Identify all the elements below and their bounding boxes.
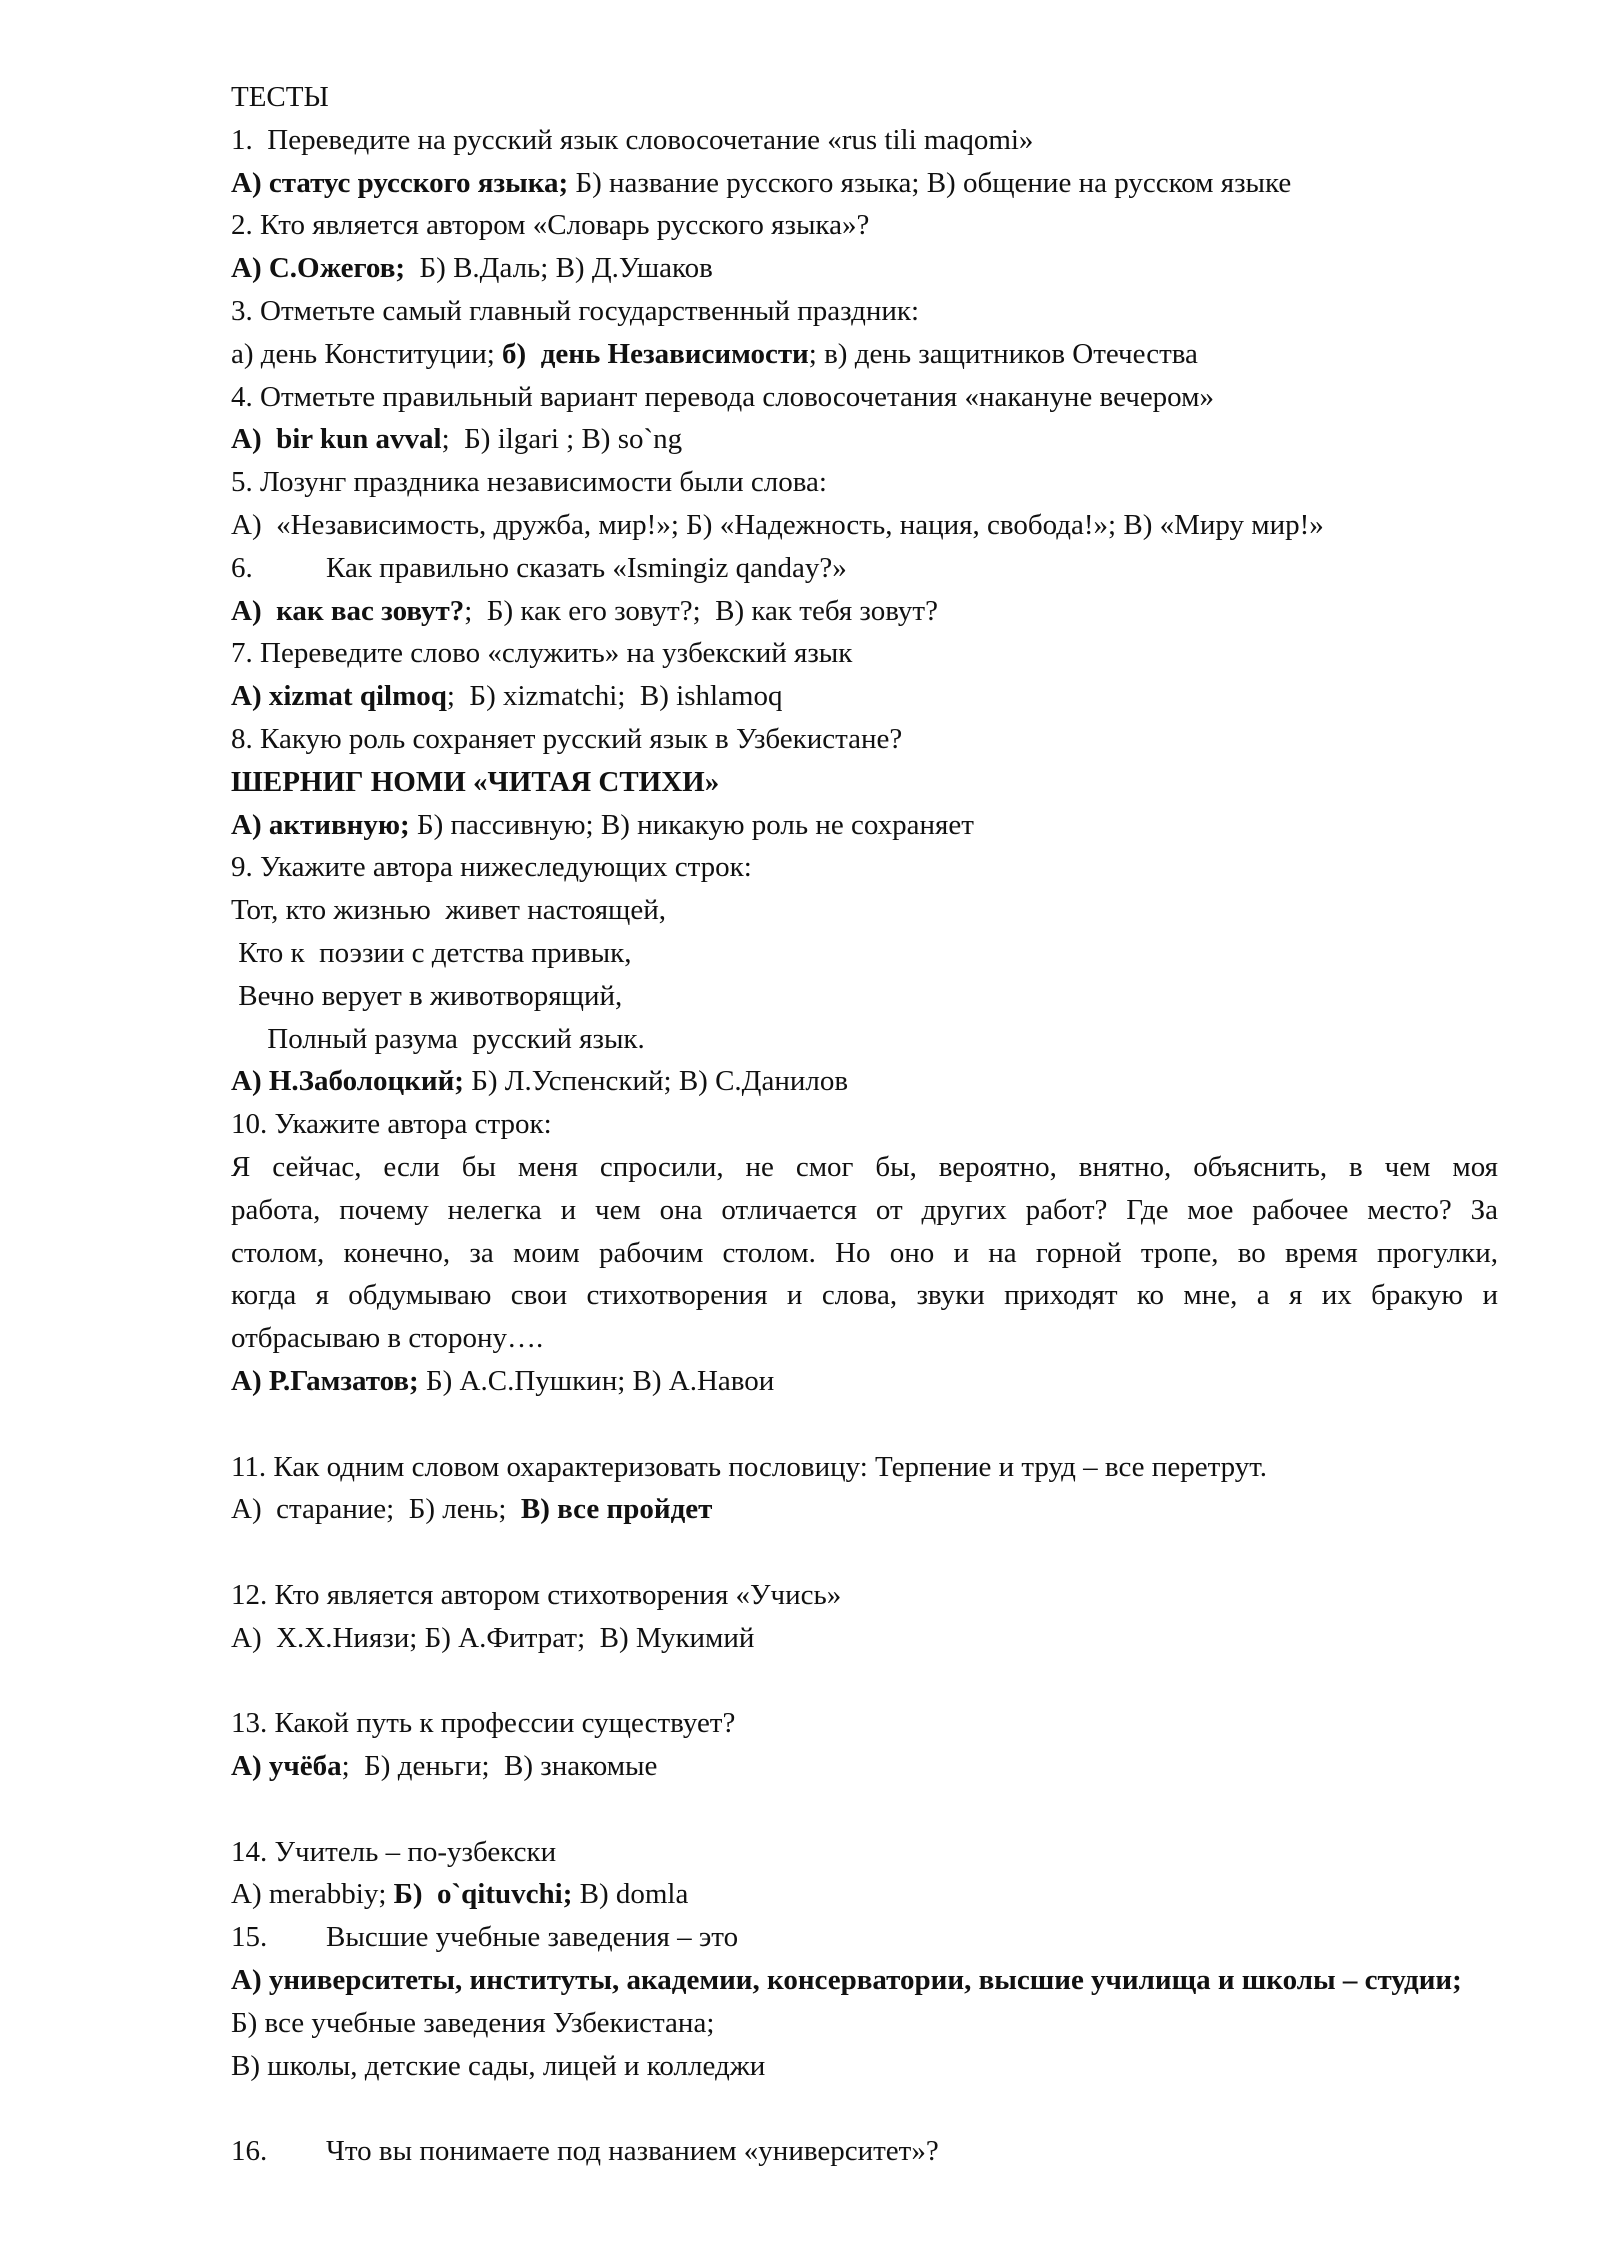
spacer <box>231 2087 1498 2130</box>
question-14: 14. Учитель – по-узбекски <box>231 1835 557 1868</box>
answer-3a: а) день Конституции; <box>231 337 503 370</box>
poem-line: Тот, кто жизнью живет настоящей, <box>231 894 666 927</box>
question-16-number: 16. <box>231 2135 268 2168</box>
question-12: 12. Кто является автором стихотворения «Учись» <box>231 1578 842 1611</box>
question-7: 7. Переведите слово «служить» на узбекский язык <box>231 637 853 670</box>
other-answers-10: Б) А.С.Пушкин; В) А.Навои <box>418 1364 775 1397</box>
correct-answer-9: А) Н.Заболоцкий; <box>231 1065 464 1098</box>
question-15 <box>231 1916 1498 1959</box>
passage-line: отбрасываю в сторону…. <box>231 1322 544 1355</box>
other-answers-4: ; Б) ilgari ; В) so`ng <box>441 423 683 456</box>
question-11: 11. Как одним словом охарактеризовать пословицу: Терпение и труд – все перетрут. <box>231 1450 1267 1483</box>
spacer <box>231 1659 1498 1702</box>
question-16-text: Что вы понимаете под названием «университет»? <box>326 2135 939 2168</box>
question-15-text: Высшие учебные заведения – это <box>326 1921 739 1954</box>
answers-13 <box>231 1745 1498 1788</box>
answers-14 <box>231 1873 1498 1916</box>
correct-answer-4: А) bir kun avval <box>231 423 442 456</box>
other-answers-1: Б) название русского языка; В) общение на русском языке <box>568 166 1292 199</box>
other-answers-8: Б) пассивную; В) никакую роль не сохраняет <box>409 808 974 841</box>
spacer <box>231 1788 1498 1831</box>
correct-answer-15: А) университеты, институты, академии, консерватории, высшие училища и школы – студии; <box>231 1964 1462 1997</box>
question-9: 9. Укажите автора нижеследующих строк: <box>231 851 752 884</box>
other-answers-7: ; Б) xizmatchi; В) ishlamoq <box>446 680 783 713</box>
poem-line: Кто к поэзии с детства привык, <box>231 936 632 969</box>
question-8: 8. Какую роль сохраняет русский язык в Узбекистане? <box>231 722 903 755</box>
correct-answer-11: В) все пройдет <box>520 1493 713 1526</box>
answers-3 <box>231 333 1498 376</box>
other-answers-14: В) domla <box>572 1878 689 1911</box>
answers-6 <box>231 590 1498 633</box>
question-3: 3. Отметьте самый главный государственный праздник: <box>231 294 920 327</box>
answer-15b: Б) все учебные заведения Узбекистана; <box>231 2006 715 2039</box>
correct-answer-10: А) Р.Гамзатов; <box>231 1364 419 1397</box>
correct-answer-14: Б) o`qituvchi; <box>393 1878 573 1911</box>
answers-15a <box>231 1959 1498 2002</box>
question-6 <box>231 547 1498 590</box>
question-5: 5. Лозунг праздника независимости были слова: <box>231 466 827 499</box>
correct-answer-3: б) день Независимости <box>502 337 809 370</box>
passage-line: Я сейчас, если бы меня спросили, не смог бы, вероятно, внятно, объяснить, в чем моя <box>231 1150 1498 1183</box>
answer-14a: А) merabbiy; <box>231 1878 394 1911</box>
document-body <box>231 76 1498 2173</box>
correct-answer-13: А) учёба <box>231 1750 342 1783</box>
question-13: 13. Какой путь к профессии существует? <box>231 1707 736 1740</box>
question-10: 10. Укажите автора строк: <box>231 1108 552 1141</box>
spacer <box>231 1403 1498 1446</box>
correct-answer-8: А) активную; <box>231 808 410 841</box>
section-heading-text: ШЕРНИГ НОМИ «ЧИТАЯ СТИХИ» <box>231 765 720 798</box>
document-title: ТЕСТЫ <box>231 81 329 113</box>
other-answers-6: ; Б) как его зовут?; В) как тебя зовут? <box>464 594 938 627</box>
correct-answer-2: А) С.Ожегов; <box>231 252 406 285</box>
answers-11 <box>231 1488 1498 1531</box>
other-answers-11: А) старание; Б) лень; <box>231 1493 521 1526</box>
question-6-text: Как правильно сказать «Ismingiz qanday?» <box>326 551 847 584</box>
question-15-number: 15. <box>231 1921 268 1954</box>
answers-1 <box>231 162 1498 205</box>
other-answers-2: Б) В.Даль; В) Д.Ушаков <box>405 252 713 285</box>
question-1: 1. Переведите на русский язык словосочетание «rus tili maqomi» <box>231 123 1034 156</box>
question-16 <box>231 2130 1498 2173</box>
passage-line: когда я обдумываю свои стихотворения и слова, звуки приходят ко мне, а я их бракую и <box>231 1279 1498 1312</box>
question-6-number: 6. <box>231 551 253 584</box>
answers-9 <box>231 1060 1498 1103</box>
correct-answer-6: А) как вас зовут? <box>231 594 465 627</box>
section-heading <box>231 761 1498 804</box>
other-answers-9: Б) Л.Успенский; В) С.Данилов <box>463 1065 849 1098</box>
poem-line: Вечно верует в животворящий, <box>231 979 623 1012</box>
answers-10 <box>231 1360 1498 1403</box>
passage-line: столом, конечно, за моим рабочим столом. Но оно и на горной тропе, во время прогулки, <box>231 1236 1498 1269</box>
correct-answer-7: А) xizmat qilmoq <box>231 680 447 713</box>
answers-4 <box>231 418 1498 461</box>
correct-answer-1: А) статус русского языка; <box>231 166 569 199</box>
answers-2 <box>231 247 1498 290</box>
other-answers-3: ; в) день защитников Отечества <box>808 337 1198 370</box>
question-2: 2. Кто является автором «Словарь русского языка»? <box>231 209 870 242</box>
answer-15c: В) школы, детские сады, лицей и колледжи <box>231 2049 766 2082</box>
answers-7 <box>231 675 1498 718</box>
question-4: 4. Отметьте правильный вариант перевода словосочетания «накануне вечером» <box>231 380 1214 413</box>
other-answers-13: ; Б) деньги; В) знакомые <box>341 1750 658 1783</box>
passage-line: работа, почему нелегка и чем она отличается от других работ? Где мое рабочее место? За <box>231 1193 1498 1226</box>
poem-line: Полный разума русский язык. <box>231 1022 645 1055</box>
answers-8 <box>231 804 1498 847</box>
spacer <box>231 1531 1498 1574</box>
answers-5: А) «Независимость, дружба, мир!»; Б) «Надежность, нация, свобода!»; В) «Миру мир!» <box>231 508 1324 541</box>
answers-12: А) Х.Х.Ниязи; Б) А.Фитрат; В) Мукимий <box>231 1621 755 1654</box>
